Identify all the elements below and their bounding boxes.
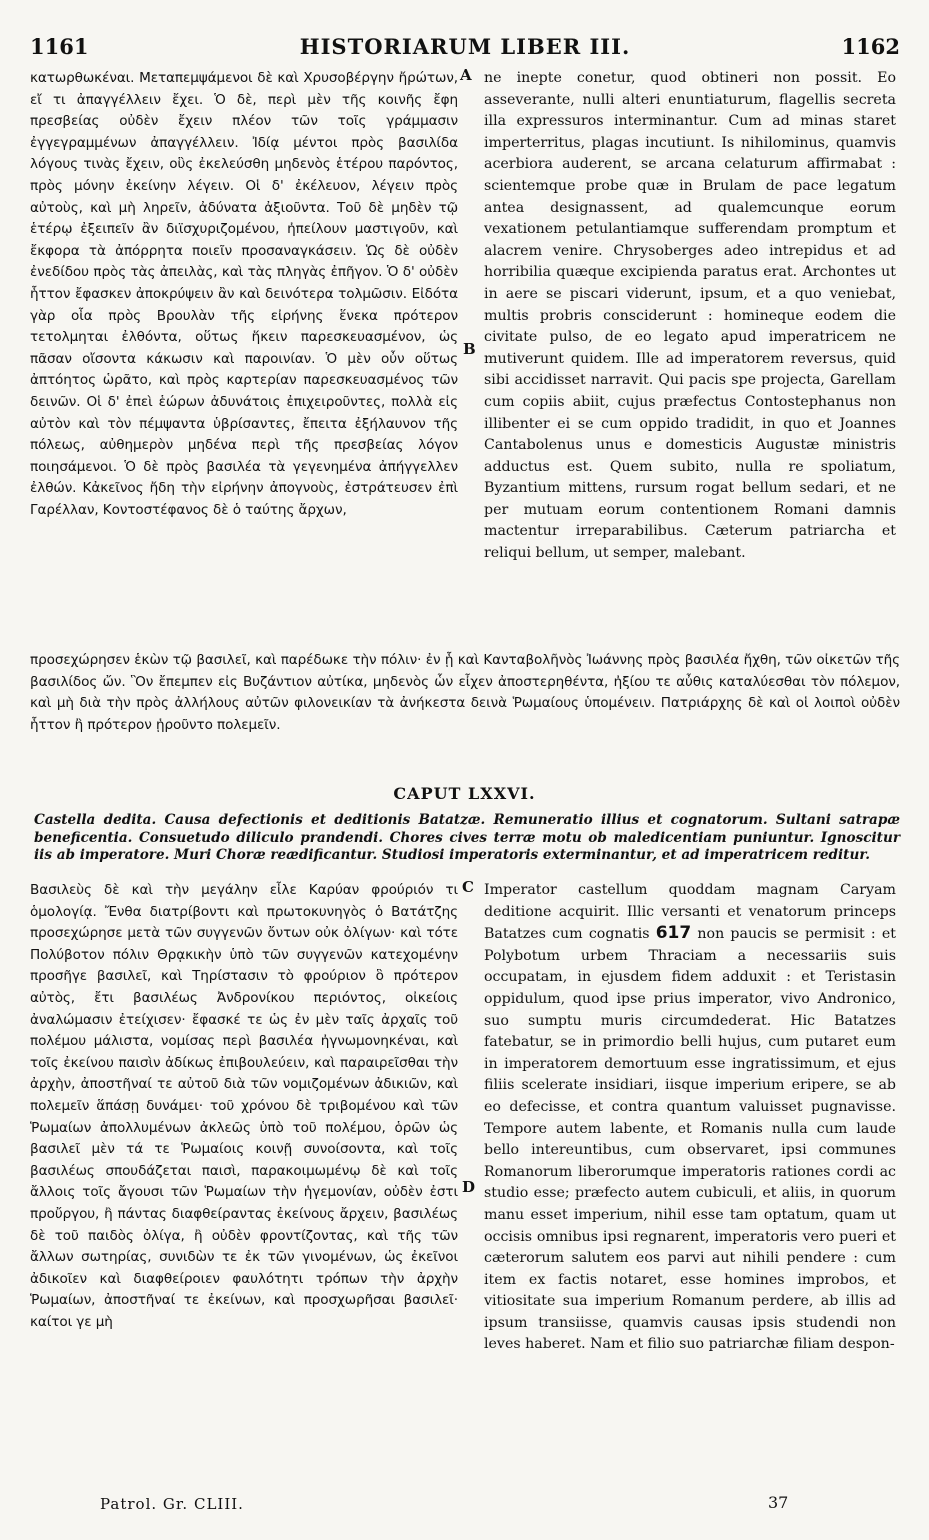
page-number-left: 1161: [30, 34, 89, 59]
latin-column-top: [484, 68, 896, 646]
section-marker-a: A: [460, 66, 472, 84]
latin-text-bottom-part1: Imperator castellum quoddam magnam Caryam deditione acquirit. Illic versanti et venatorum princeps Batatzes cum cognatis: [484, 882, 896, 943]
latin-column-bottom: [484, 880, 896, 1478]
section-marker-b: B: [463, 340, 476, 358]
footer-signature: Patrol. Gr. CLIII.: [100, 1495, 244, 1513]
latin-text-bottom-part2: non paucis se permisit : et Polybotum urbem Thraciam a necessariis suis occupatam, in ejusdem fidem adduxit : et Teristasin oppidulum, quod ipse prius imperator, vivo Andronico, suo sumptu muris circumdederat. Hic Batatzes fatebatur, se in primordio belli hujus, cum putaret eum in imperatorem demortuum esse ingratissimum, et ejus filiis scelerate insidiari, iisque imperium eripere, se ab eo defecisse, et contra quantum valuisset pugnavisse. Tempore autem labente, et Romanis nulla cum laude bello intereuntibus, cum observaret, ipsi communes Romanorum liberorumque imperatoris rationes cordi ac studio esse; præfecto autem cubiculi, et aliis, in quorum manu esset imperium, nihil esse tam optatum, quam ut occisis omnibus ipsi regnarent, imperatoris vero pueri et cæterorum salutem eos parvi aut nihili pendere : cum item ex factis notaret, esse homines improbos, et vitiositate sua imperium Romanum perdere, ab illis ad ipsum transiisse, quamvis causas ipsis studendi non leves haberet. Nam et filio suo patriarchæ filiam despon-: [484, 926, 896, 1353]
running-title: HISTORIARUM LIBER III.: [299, 34, 631, 59]
greek-text-wide: προσεχώρησεν ἑκὼν τῷ βασιλεῖ, καὶ παρέδωκε τὴν πόλιν· ἐν ᾗ καὶ Κανταβολη̃νὸς Ἰωάννης πρὸς βασιλέα ἤχθη, τῶν οἰκετῶν τῆς βασιλίδος ὤν. Ὃν ἔπεμπεν εἰς Βυζάντιον αὐτίκα, μηδενὸς ὧν εἶχεν ἀποστερηθέντα, ἠξίου τε αὖθις καταλύεσθαι τὸν πόλεμον, καὶ μὴ διὰ τὴν πρὸς ἀλλήλους αὐτῶν φιλονεικίαν τὰ ἀνήκεστα δεινὰ Ῥωμαίους ὑπομένειν. Πατριάρχης δὲ καὶ οἱ λοιποὶ οὐδὲν ἧττον ἢ πρότερον ᾑροῦντο πολεμεῖν.: [30, 652, 900, 733]
chapter-summary: Castella dedita. Causa defectionis et deditionis Batatzæ. Remuneratio illius et cognatorum. Sultani satrapæ beneficentia. Consuetudo diliculo prandendi. Chores cives terræ motu ob maledicentiam puniuntur. Ignoscitur iis ab imperatore. Muri Choræ reædificantur. Studiosi imperatoris exterminantur, et ad imperatricem reditur.: [34, 812, 900, 863]
page-number-right: 1162: [841, 34, 900, 59]
latin-text-bottom: [484, 880, 896, 1356]
section-marker-d: D: [462, 1178, 476, 1196]
greek-text-bottom: Βασιλεὺς δὲ καὶ τὴν μεγάλην εἷλε Καρύαν φρούριόν τι ὁμολογίᾳ. Ἔνθα διατρίβοντι καὶ πρωτοκυνηγὸς ὁ Βατάτζης προσεχώρησε μετὰ τῶν συγγενῶν ὄντων οὐκ ὀλίγων· καὶ τότε Πολύβοτον πόλιν Θρᾳκικὴν ὑπὸ τῶν συγγενῶν κατεχομένην προσῆγε βασιλεῖ, καὶ Τηρίστασιν τὸ φρούριον ὃ πρότερον αὐτὸς, ἔτι βασιλέως Ἀνδρονίκου περιόντος, οἰκείοις ἀναλώμασιν ἐτείχισεν· ἔφασκέ τε ὡς ἐν μὲν ταῖς ἀρχαῖς τοῦ πολέμου μάλιστα, νομίσας περὶ βασιλέα ἠγνωμονηκέναι, καὶ τοῖς ἐκείνου παισὶν ἀδίκως ἐπιβουλεύειν, καὶ παραιρεῖσθαι τὴν ἀρχὴν, ἀποστῆναί τε αὐτοῦ διὰ τῶν νομιζομένων ἀδικιῶν, καὶ πολεμεῖν ἅπάσῃ δυνάμει· τοῦ χρόνου δὲ τριβομένου καὶ τῶν Ῥωμαίων ἀπολλυμένων ἀκλεῶς ὑπὸ τοῦ πολέμου, ὁρῶν ὡς βασιλεῖ μὲν τά τε Ῥωμαίοις κοινῇ συνοίσοντα, καὶ τοῖς βασιλέως σπουδάζεται παισὶ, παρακοιμωμένῳ δὲ καὶ τοῖς ἄλλοις τοῖς ἄγουσι τῶν Ῥωμαίων τὴν ἡγεμονίαν, οὐδὲν ἐστι προὔργου, ἢ πάντας διαφθείραντας ἐκείνους ἄρχειν, βασιλέως δὲ τοῦ παιδὸς ὀλίγα, ἢ οὐδὲν φροντίζοντας, καὶ τῆς τῶν ἄλλων σωτηρίας, συνιδὼν τε ἐκ τῶν γινομένων, ὡς ἐκεῖνοι ἀδικοῖεν καὶ διαφθείροιεν φαυλότητι τρόπων τὴν ἀρχὴν Ῥωμαίων, ἀποστῆναί τε ἐκείνων, καὶ προσχωρῆσαι βασιλεῖ· καίτοι γε μὴ: [30, 882, 458, 1330]
margin-column-number: 617: [655, 923, 692, 944]
latin-text-top: ne inepte conetur, quod obtineri non possit. Eo asseverante, nulli alteri enuntiaturum, flagellis secreta illa expressuros interminantur. Cum ad minas staret imperterritus, plagas incutiunt. Is nihilominus, quamvis acerbiora auderent, se arcana celaturum affirmabat : scientemque probe quæ in Brulam de pace legatum antea designassent, ad qualemcunque eorum vexationem petulantiamque sufferendam promptum et alacrem venire. Chrysoberges adeo intrepidus et ad horribilia quæque excipienda paratus erat. Archontes ut in aere se piscari viderunt, ipsum, et a quo veniebat, multis probris consciderunt : homineque eodem die civitate pulso, de eo legato apud imperatricem ne mutiverunt quidem. Ille ad imperatorem reversus, quid sibi accidisset narravit. Qui pacis spe projecta, Garellam cum copiis abiit, cujus præfectus Contostephanus non illibenter ei se cum oppido tradidit, in quo et Joannes Cantabolenus unus e domesticis Augustæ ministris adductus est. Quem subito, nulla re spoliatum, Byzantium mittens, rursum rogat bellum sedari, et ne per mutuam eorum contentionem Romani damnis mactentur irreparabilibus. Cæterum patriarcha et reliqui bellum, ut semper, malebant.: [484, 70, 896, 562]
footer-sheet-number: 37: [768, 1493, 789, 1512]
section-marker-c: C: [462, 878, 474, 896]
greek-column-top: [30, 68, 458, 646]
running-header: [30, 34, 900, 60]
chapter-title: CAPUT LXXVI.: [393, 784, 536, 803]
greek-text-top: κατωρθωκέναι. Μεταπεμψάμενοι δὲ καὶ Χρυσοβέργην ἤρώτων, εἴ τι ἀπαγγέλλειν ἔχει. Ὁ δὲ, περὶ μὲν τῆς κοινῆς ἔφη πρεσβείας οὐδὲν ἔχειν πλέον τῶν τοῖς γράμμασιν ἐγγεγραμμένων ἀπαγγέλλειν. Ἰδίᾳ μέντοι πρὸς βασιλίδα λόγους τινὰς ἔχειν, οὓς ἐκελεύσθη μηδενὸς ἑτέρου παρόντος, πρὸς μόνην ἐκείνην λέγειν. Οἱ δ' ἐκέλευον, λέγειν πρὸς αὐτοὺς, καὶ μὴ ληρεῖν, ἀδύνατα ἀξιοῦντα. Τοῦ δὲ μηδὲν τῷ ἑτέρῳ ἐξειπεῖν ἂν διϊσχυριζομένου, ἠπείλουν μαστιγοῦν, καὶ ἔκφορα τὰ ἀπόρρητα ποιεῖν προσαναγκάσειν. Ὡς δὲ οὐδὲν ἐνεδίδου πρὸς τὰς ἀπειλὰς, καὶ τὰς πληγὰς ἐπῆγον. Ὁ δ' οὐδὲν ἧττον ἔφασκεν ἀποκρύψειν ἂν καὶ δεινότερα τολμῶσιν. Εἰδότα γὰρ οἷα πρὸς Βρουλὰν τῆς εἰρήνης ἕνεκα πρότερον τετολμηται ἐλθόντα, οὕτως ἥκειν παρεσκευασμένον, ὡς πᾶσαν οἴσοντα κάκωσιν καὶ παροινίαν. Ὁ μὲν οὖν οὕτως ἀπτόητος ὡρᾶτο, καὶ πρὸς καρτερίαν παρεσκευασμένος τῶν δεινῶν. Οἱ δ' ἐπεὶ ἑώρων ἀδυνάτοις ἐπιχειροῦντες, πολλὰ εἰς αὐτὸν καὶ τὸν πέμψαντα ὑβρίσαντες, ἔπειτα ἐξήλαυνον τῆς πόλεως, αὐθημερὸν μηδένα περὶ τῆς πρεσβείας λόγον ποιησάμενοι. Ὁ δὲ πρὸς βασιλέα τὰ γεγενημένα ἀπήγγελλεν ἐλθών. Κἀκεῖνος ἤδη τὴν εἰρήνην ἀπογνοὺς, ἐστράτευσεν ἐπὶ Γαρέλλαν, Κοντοστέφανος δὲ ὁ ταύτης ἄρχων,: [30, 70, 458, 518]
greek-column-bottom: [30, 880, 458, 1478]
greek-fullwidth-block: [30, 650, 900, 772]
